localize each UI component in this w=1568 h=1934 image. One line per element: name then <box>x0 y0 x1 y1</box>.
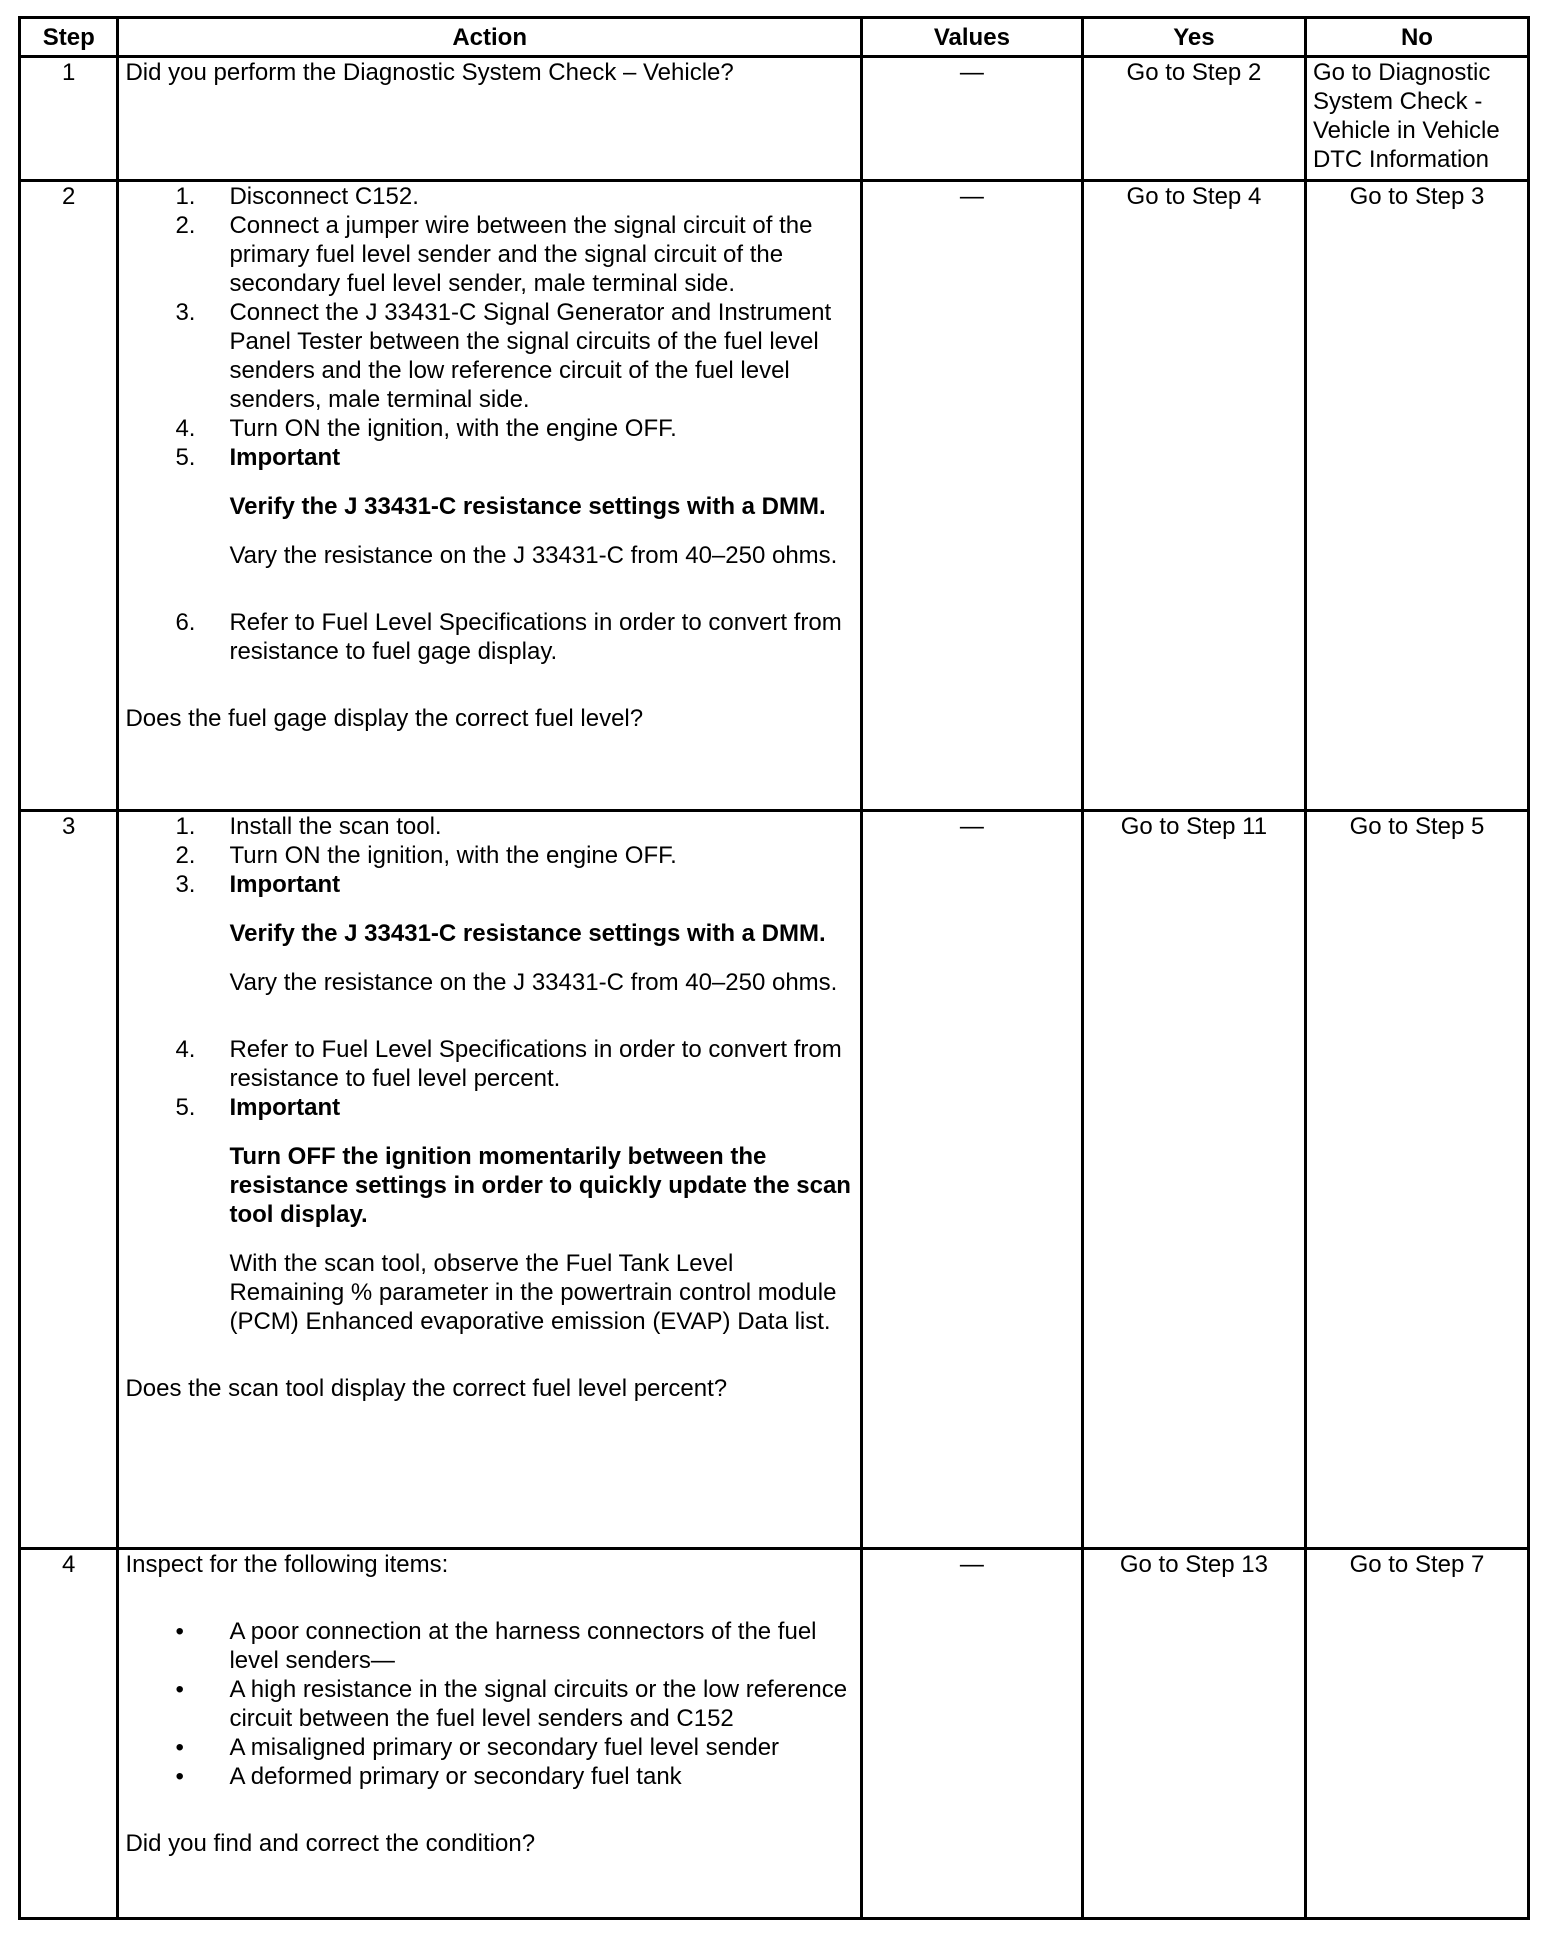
list-item-text: A misaligned primary or secondary fuel level sender <box>229 1734 780 1761</box>
inspect-intro: Inspect for the following items: <box>125 1551 449 1578</box>
yes-cell: Go to Step 2 <box>1082 57 1305 181</box>
action-step <box>125 298 853 414</box>
step-text: Vary the resistance on the J 33431-C from 40–250 ohms. <box>229 969 838 996</box>
step-index: 4. <box>175 415 196 442</box>
action-step <box>125 211 853 298</box>
action-step <box>125 182 853 211</box>
action-step-important <box>125 1093 853 1336</box>
action-steps <box>125 182 853 666</box>
step-index: 2. <box>175 212 196 239</box>
step-index: 5. <box>175 444 196 471</box>
step-text: Vary the resistance on the J 33431-C from 40–250 ohms. <box>229 542 838 569</box>
action-step-important <box>125 443 853 608</box>
step-index: 2. <box>175 842 196 869</box>
header-no: No <box>1305 18 1528 57</box>
diagnostic-table <box>18 16 1530 1920</box>
table-row-step-3 <box>20 811 1529 1549</box>
step-text: Install the scan tool. <box>229 813 442 840</box>
step-number: 4 <box>20 1549 118 1919</box>
important-note: Verify the J 33431-C resistance settings with a DMM. <box>229 920 826 947</box>
step-text: Refer to Fuel Level Specifications in order to convert from resistance to fuel level percent. <box>229 1036 842 1092</box>
action-step-important <box>125 870 853 1035</box>
question-text: Does the fuel gage display the correct fuel level? <box>125 705 644 732</box>
values-cell: — <box>861 181 1082 811</box>
step-index: 3. <box>175 871 196 898</box>
step-index: 1. <box>175 183 196 210</box>
header-row <box>20 18 1529 57</box>
values-cell: — <box>861 811 1082 1549</box>
bullet-icon: • <box>175 1676 184 1703</box>
table-row-step-2 <box>20 181 1529 811</box>
action-step <box>125 1035 853 1093</box>
step-index: 4. <box>175 1036 196 1063</box>
action-cell <box>118 57 861 181</box>
action-cell <box>118 1549 861 1919</box>
step-number: 3 <box>20 811 118 1549</box>
list-item <box>125 1733 853 1762</box>
header-action: Action <box>118 18 861 57</box>
important-note: Verify the J 33431-C resistance settings with a DMM. <box>229 493 826 520</box>
step-number: 2 <box>20 181 118 811</box>
values-cell: — <box>861 57 1082 181</box>
header-values: Values <box>861 18 1082 57</box>
action-steps <box>125 812 853 1336</box>
yes-cell: Go to Step 13 <box>1082 1549 1305 1919</box>
bullet-icon: • <box>175 1618 184 1645</box>
step-text: Connect the J 33431-C Signal Generator and Instrument Panel Tester between the signal circuits of the fuel level senders and the low reference circuit of the fuel level senders, male terminal side. <box>229 299 832 413</box>
header-yes: Yes <box>1082 18 1305 57</box>
list-item-text: A poor connection at the harness connectors of the fuel level senders— <box>229 1618 817 1674</box>
action-step <box>125 414 853 443</box>
no-cell: Go to Diagnostic System Check - Vehicle in Vehicle DTC Information <box>1305 57 1528 181</box>
important-note: Turn OFF the ignition momentarily between the resistance settings in order to quickly update the scan tool display. <box>229 1143 851 1228</box>
list-item-text: A deformed primary or secondary fuel tank <box>229 1763 682 1790</box>
step-text: Turn ON the ignition, with the engine OFF. <box>229 842 677 869</box>
table-row-step-4 <box>20 1549 1529 1919</box>
step-index: 5. <box>175 1094 196 1121</box>
step-text: Disconnect C152. <box>229 183 419 210</box>
important-label: Important <box>229 871 341 898</box>
step-index: 1. <box>175 813 196 840</box>
question-text: Does the scan tool display the correct fuel level percent? <box>125 1375 728 1402</box>
step-text: With the scan tool, observe the Fuel Tank Level Remaining % parameter in the powertrain control module (PCM) Enhanced evaporative emission (EVAP) Data list. <box>229 1250 837 1335</box>
list-item <box>125 1762 853 1791</box>
list-item <box>125 1675 853 1733</box>
important-label: Important <box>229 1094 341 1121</box>
header-step: Step <box>20 18 118 57</box>
step-index: 3. <box>175 299 196 326</box>
yes-cell: Go to Step 11 <box>1082 811 1305 1549</box>
important-label: Important <box>229 444 341 471</box>
step-number: 1 <box>20 57 118 181</box>
bullet-icon: • <box>175 1734 184 1761</box>
action-step <box>125 608 853 666</box>
no-cell: Go to Step 3 <box>1305 181 1528 811</box>
question-text: Did you perform the Diagnostic System Check – Vehicle? <box>125 59 734 86</box>
no-cell: Go to Step 7 <box>1305 1549 1528 1919</box>
action-step <box>125 812 853 841</box>
bullet-icon: • <box>175 1763 184 1790</box>
step-text: Connect a jumper wire between the signal circuit of the primary fuel level sender and the signal circuit of the secondary fuel level sender, male terminal side. <box>229 212 813 297</box>
list-item <box>125 1617 853 1675</box>
question-text: Did you find and correct the condition? <box>125 1830 536 1857</box>
step-text: Turn ON the ignition, with the engine OFF. <box>229 415 677 442</box>
values-cell: — <box>861 1549 1082 1919</box>
no-cell: Go to Step 5 <box>1305 811 1528 1549</box>
action-step <box>125 841 853 870</box>
yes-cell: Go to Step 4 <box>1082 181 1305 811</box>
step-index: 6. <box>175 609 196 636</box>
list-item-text: A high resistance in the signal circuits or the low reference circuit between the fuel level senders and C152 <box>229 1676 848 1732</box>
action-cell <box>118 181 861 811</box>
action-cell <box>118 811 861 1549</box>
inspect-list <box>125 1617 853 1791</box>
step-text: Refer to Fuel Level Specifications in order to convert from resistance to fuel gage display. <box>229 609 842 665</box>
table-row-step-1 <box>20 57 1529 181</box>
